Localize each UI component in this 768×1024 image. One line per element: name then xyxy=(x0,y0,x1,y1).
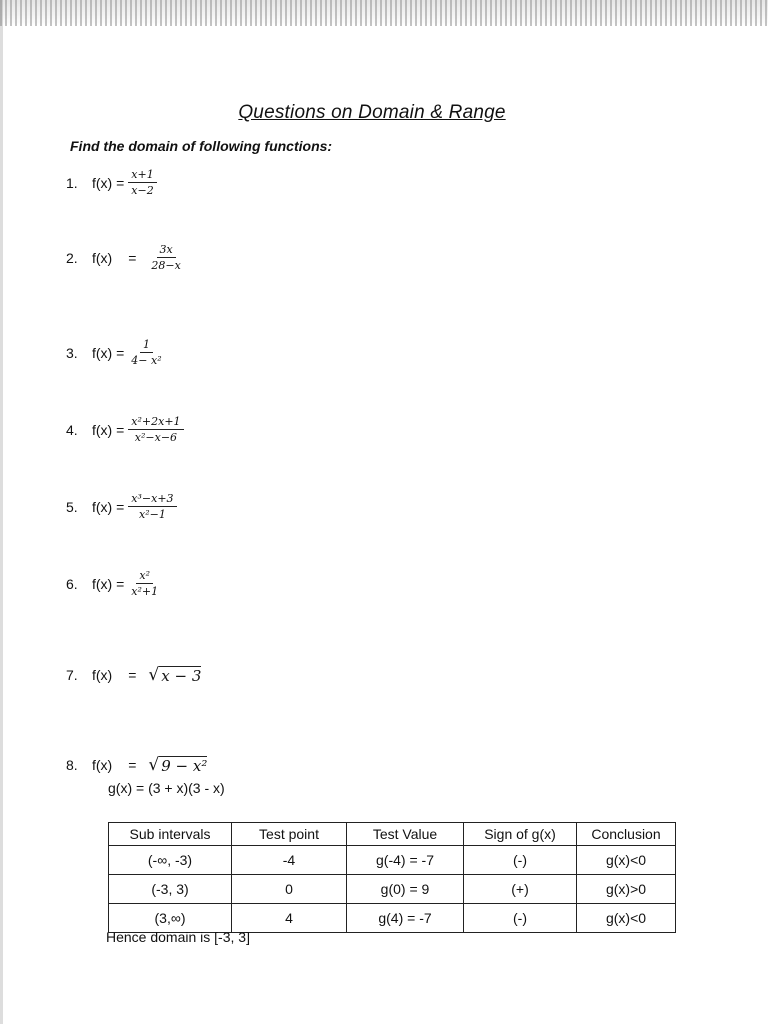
question-number: 2. xyxy=(66,249,78,266)
column-header: Conclusion xyxy=(577,823,676,846)
column-header: Sign of g(x) xyxy=(464,823,577,846)
fraction xyxy=(128,168,156,197)
question-number: 3. xyxy=(66,344,78,361)
equals-sign: = xyxy=(128,757,137,773)
table-cell: g(4) = -7 xyxy=(347,904,464,933)
table-cell: g(0) = 9 xyxy=(347,875,464,904)
table-header-row xyxy=(109,823,676,846)
g-expression: g(x) = (3 + x)(3 - x) xyxy=(108,780,225,796)
equals-sign: = xyxy=(128,667,137,683)
denominator: x−2 xyxy=(131,184,154,197)
sign-chart-table xyxy=(108,822,676,933)
fraction xyxy=(128,338,164,367)
equals-sign: = xyxy=(128,249,137,266)
question-5 xyxy=(66,492,177,521)
question-6 xyxy=(66,569,161,598)
denominator: x²−x−6 xyxy=(134,431,178,444)
table-row xyxy=(109,875,676,904)
scan-shadow-top xyxy=(0,0,768,26)
fraction xyxy=(128,569,161,598)
table-cell: (-) xyxy=(464,904,577,933)
numerator: x³−x+3 xyxy=(128,492,176,507)
question-4 xyxy=(66,415,184,444)
table-cell: (-) xyxy=(464,846,577,875)
scan-shadow-left xyxy=(0,0,3,1024)
question-number: 1. xyxy=(66,174,78,191)
denominator: x²+1 xyxy=(131,585,159,598)
denominator: 4− x² xyxy=(131,354,162,367)
function-lhs: f(x) = xyxy=(92,344,125,361)
question-1 xyxy=(66,168,157,197)
question-3 xyxy=(66,338,165,367)
table-cell: (-3, 3) xyxy=(109,875,232,904)
question-number: 4. xyxy=(66,421,78,438)
denominator: x²−1 xyxy=(138,508,166,521)
sqrt-icon: √ xyxy=(148,665,160,685)
table-cell: 4 xyxy=(232,904,347,933)
table-cell: g(x)<0 xyxy=(577,904,676,933)
function-lhs: f(x) = xyxy=(92,421,125,438)
table-cell: -4 xyxy=(232,846,347,875)
instruction-text: Find the domain of following functions: xyxy=(70,138,333,154)
fraction xyxy=(128,492,176,521)
numerator: 3x xyxy=(157,243,176,258)
question-7 xyxy=(66,665,201,685)
sqrt-icon: √ xyxy=(148,755,160,775)
function-lhs: f(x) xyxy=(92,667,113,683)
column-header: Sub intervals xyxy=(109,823,232,846)
table-cell: (+) xyxy=(464,875,577,904)
fraction xyxy=(148,243,183,272)
numerator: x+1 xyxy=(128,168,156,183)
function-lhs: f(x) xyxy=(92,249,113,266)
table-row xyxy=(109,846,676,875)
function-lhs: f(x) = xyxy=(92,174,125,191)
numerator: 1 xyxy=(140,338,153,353)
column-header: Test Value xyxy=(347,823,464,846)
function-lhs: f(x) xyxy=(92,757,113,773)
table-cell: (3,∞) xyxy=(109,904,232,933)
radicand: x − 3 xyxy=(161,666,202,685)
question-2 xyxy=(66,243,184,272)
table-cell: g(-4) = -7 xyxy=(347,846,464,875)
denominator: 28−x xyxy=(151,259,181,272)
question-number: 8. xyxy=(66,757,78,773)
function-lhs: f(x) = xyxy=(92,498,125,515)
page-title: Questions on Domain & Range xyxy=(238,102,506,123)
table-cell: g(x)>0 xyxy=(577,875,676,904)
domain-conclusion: Hence domain is [-3, 3] xyxy=(106,929,250,945)
fraction xyxy=(128,415,183,444)
question-8 xyxy=(66,755,207,775)
function-lhs: f(x) = xyxy=(92,575,125,592)
column-header: Test point xyxy=(232,823,347,846)
table-cell: g(x)<0 xyxy=(577,846,676,875)
question-number: 7. xyxy=(66,667,78,683)
table-cell: (-∞, -3) xyxy=(109,846,232,875)
table-cell: 0 xyxy=(232,875,347,904)
question-number: 5. xyxy=(66,498,78,515)
numerator: x² xyxy=(136,569,153,584)
question-number: 6. xyxy=(66,575,78,592)
radicand: 9 − x² xyxy=(161,756,208,775)
numerator: x²+2x+1 xyxy=(128,415,183,430)
